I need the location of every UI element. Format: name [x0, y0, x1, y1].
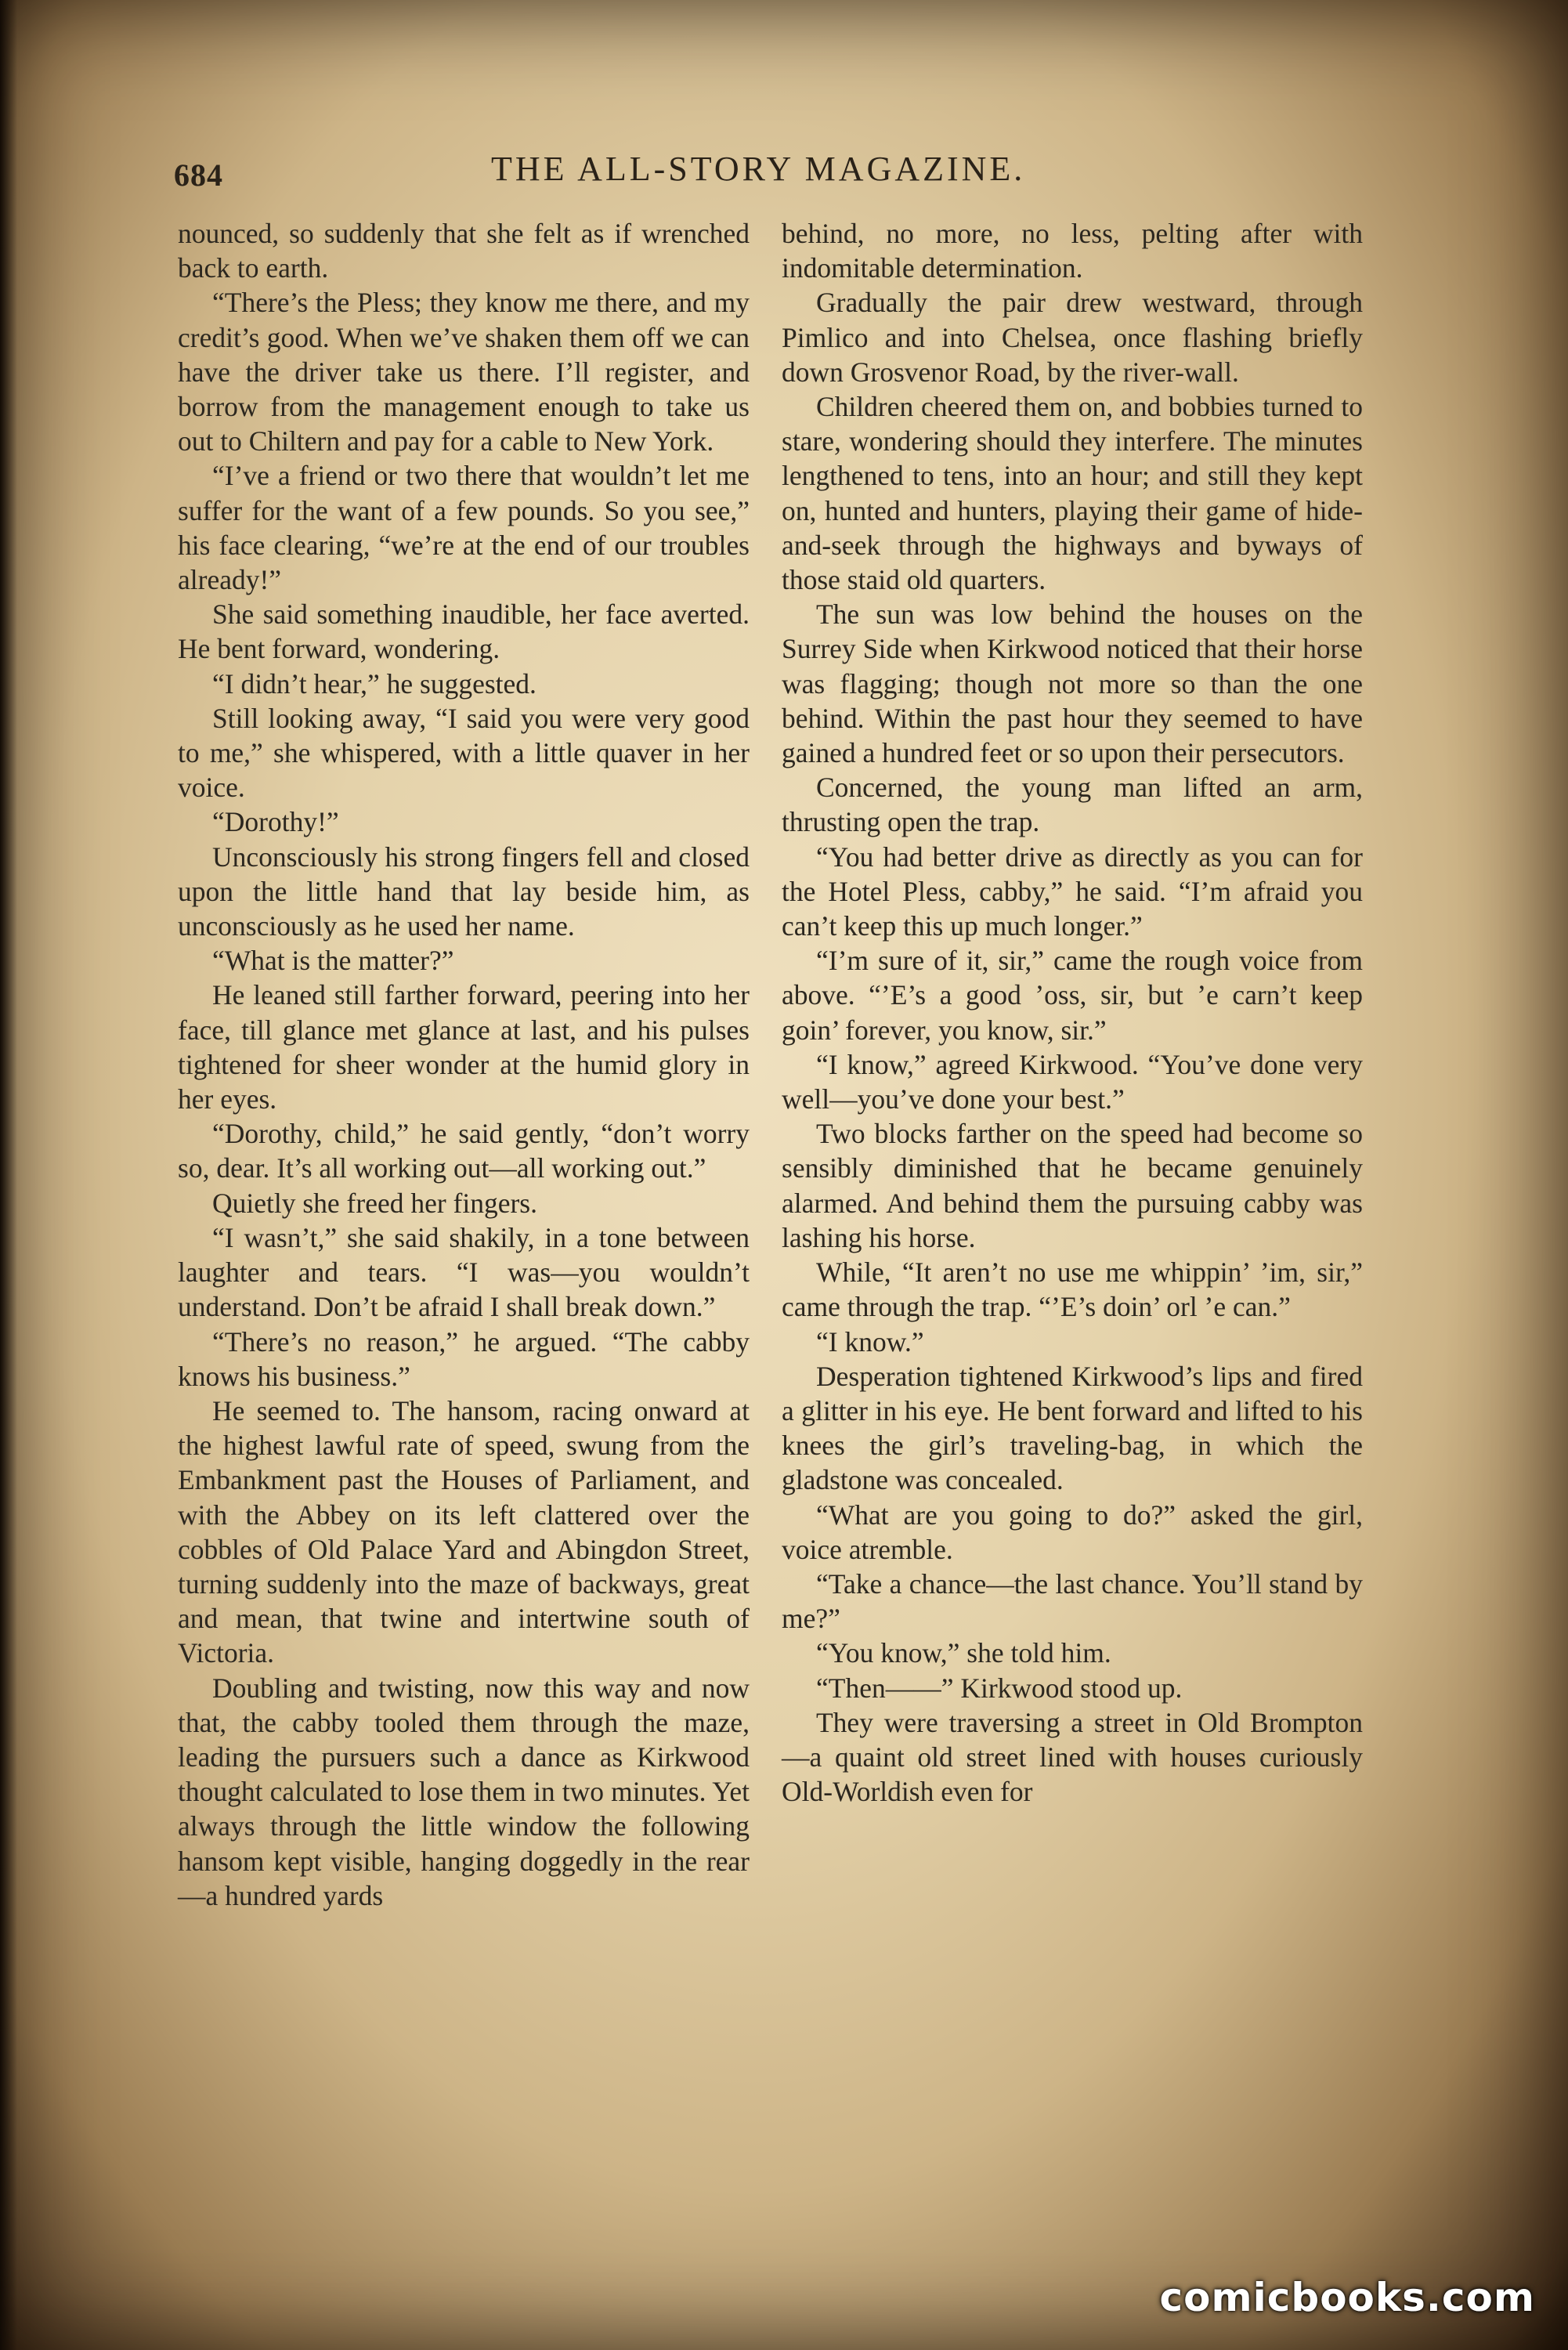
paragraph: “Then——” Kirkwood stood up.: [816, 1672, 1183, 1704]
paragraph: behind, no more, no less, pelting after with indomitable determination.: [782, 218, 1363, 284]
paragraph: “There’s the Pless; they know me there, and my credit’s good. When we’ve shaken them off we can have the driver take us there. I’ll register, and borrow from the management enough to take us out to Chiltern and pay for a cable to New York.: [178, 287, 750, 457]
paragraph: “There’s no reason,” he argued. “The cabby knows his business.”: [178, 1325, 750, 1392]
paragraph: “I’m sure of it, sir,” came the rough voice from above. “’E’s a good ’oss, sir, but ’e carn’t keep goin’ forever, you know, sir.”: [782, 945, 1363, 1046]
page-header: [174, 149, 1364, 196]
paragraph: Concerned, the young man lifted an arm, thrusting open the trap.: [782, 772, 1363, 838]
paragraph: Gradually the pair drew westward, through Pimlico and into Chelsea, once flashing briefly down Grosvenor Road, by the river-wall.: [782, 287, 1363, 388]
right-text-column: [782, 216, 1363, 1809]
running-title: THE ALL-STORY MAGAZINE.: [491, 150, 1026, 188]
paragraph: Quietly she freed her fingers.: [212, 1187, 537, 1219]
left-text-column: [178, 216, 750, 1913]
paragraph: The sun was low behind the houses on the Surrey Side when Kirkwood noticed that their horse was flagging; though not more so than the one behind. Within the past hour they seemed to have gained a hundred feet or so upon their persecutors.: [782, 598, 1363, 769]
paragraph: Unconsciously his strong fingers fell and closed upon the little hand that lay beside him, as unconsciously as he used her name.: [178, 841, 750, 942]
paragraph: nounced, so suddenly that she felt as if wrenched back to earth.: [178, 218, 750, 284]
paragraph: They were traversing a street in Old Brompton—a quaint old street lined with houses curiously Old-Worldish even for: [782, 1706, 1363, 1808]
paragraph: Doubling and twisting, now this way and now that, the cabby tooled them through the maze, leading the pursuers such a dance as Kirkwood thought calculated to lose them in two minutes. Yet always through the little window the following hansom kept visible, hanging doggedly in the rear—a hundred yards: [178, 1672, 750, 1911]
paragraph: Children cheered them on, and bobbies turned to stare, wondering should they interfere. The minutes lengthened to tens, into an hour; and still they kept on, hunted and hunters, playing their game of hide-and-seek through the highways and byways of those staid old quarters.: [782, 391, 1363, 596]
paragraph: He seemed to. The hansom, racing onward at the highest lawful rate of speed, swung from the Embankment past the Houses of Parliament, and with the Abbey on its left clattered over the cobbles of Old Palace Yard and Abingdon Street, turning suddenly into the maze of backways, great and mean, that twine and intertwine south of Victoria.: [178, 1394, 750, 1669]
paragraph: “I’ve a friend or two there that wouldn’t let me suffer for the want of a few pounds. So you see,” his face clearing, “we’re at the end of our troubles already!”: [178, 460, 750, 596]
paragraph: She said something inaudible, her face averted. He bent forward, wondering.: [178, 598, 750, 665]
paragraph: “What is the matter?”: [212, 945, 454, 977]
paragraph: “I know.”: [816, 1325, 924, 1358]
paragraph: Two blocks farther on the speed had become so sensibly diminished that he became genuinely alarmed. And behind them the pursuing cabby was lashing his horse.: [782, 1118, 1363, 1253]
page-number: 684: [174, 157, 223, 193]
paragraph: “I wasn’t,” she said shakily, in a tone between laughter and tears. “I was—you wouldn’t understand. Don’t be afraid I shall break down.”: [178, 1221, 750, 1323]
watermark: comicbooks.com: [1159, 2275, 1535, 2320]
paragraph: “What are you going to do?” asked the girl, voice atremble.: [782, 1499, 1363, 1565]
paragraph: “You had better drive as directly as you can for the Hotel Pless, cabby,” he said. “I’m afraid you can’t keep this up much longer.”: [782, 841, 1363, 942]
paragraph: Desperation tightened Kirkwood’s lips and fired a glitter in his eye. He bent forward and lifted to his knees the girl’s traveling-bag, in which the gladstone was concealed.: [782, 1360, 1363, 1496]
paragraph: Still looking away, “I said you were very good to me,” she whispered, with a little quaver in her voice.: [178, 702, 750, 804]
paragraph: “You know,” she told him.: [816, 1637, 1111, 1669]
paragraph: “I didn’t hear,” he suggested.: [212, 667, 537, 700]
paragraph: While, “It aren’t no use me whippin’ ’im, sir,” came through the trap. “’E’s doin’ orl ’e can.”: [782, 1256, 1363, 1323]
paragraph: “I know,” agreed Kirkwood. “You’ve done very well—you’ve done your best.”: [782, 1048, 1363, 1115]
paragraph: “Dorothy, child,” he said gently, “don’t worry so, dear. It’s all working out—all working out.”: [178, 1118, 750, 1184]
paragraph: “Take a chance—the last chance. You’ll stand by me?”: [782, 1567, 1363, 1635]
paragraph: “Dorothy!”: [212, 806, 339, 838]
paragraph: He leaned still farther forward, peering into her face, till glance met glance at last, and his pulses tightened for sheer wonder at the humid glory in her eyes.: [178, 979, 750, 1115]
